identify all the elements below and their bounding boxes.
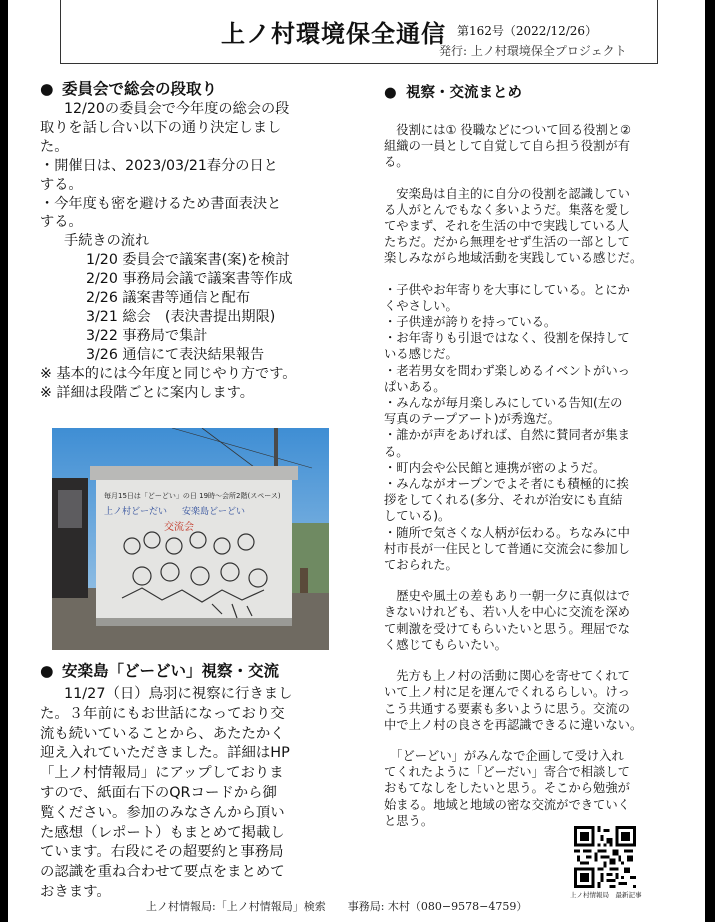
flow-title: 手続きの流れ [64,233,150,250]
issue-number: 第162号（2022/12/26） [457,24,598,38]
note: ※ 詳細は段階ごとに案内します。 [40,384,254,401]
summary-line: く感じてもらいたい。 [384,637,507,652]
flow-step: 2/26 議案書等通信と配布 [86,290,251,307]
summary-line: きないけれども、若い人を中心に交流を深め [384,605,630,620]
qr-code-icon[interactable] [574,826,636,888]
summary-line: 始まる。地域と地域の密な交流ができていく [384,797,630,812]
body-line: 12/20の委員会で今年度の総会の段 [64,101,290,117]
summary-line: る人がとんでもなく多いようだ。集落を愛し [384,202,630,217]
body-line: の認識を重ね合わせて要点をまとめて [40,864,285,881]
summary-line: ・子供達が誇りを持っている。 [384,315,557,330]
body-line: する。 [40,176,83,193]
summary-line: おもてなしをしたいと思う。そこから勉強が [384,781,630,796]
summary-line: てやまず、それを生活の中で実践している人 [384,219,629,234]
summary-line: 写真のテープアート)が秀逸だ。 [384,412,560,427]
summary-line: て刺激を受けてもらいたいと思う。理屈でな [384,621,630,636]
summary-line: たちだ。だから無理をせず生活の一部として [384,235,630,250]
section-summary [384,82,702,829]
summary-line: ・子供やお年寄りを大事にしている。とにか [384,282,630,297]
sign-text: 交流会 [164,522,194,533]
flow-step: 3/26 通信にて表決結果報告 [86,346,265,363]
summary-line: こう共通する要素も多いように思う。交流の [384,701,630,716]
summary-line: 安楽島は自主的に自分の役割を認識してい [384,186,630,201]
summary-line: ・町内会や公民館と連携が密のようだ。 [384,460,606,475]
body-line: 取りを話し合い以下の通り決定しまし [40,119,282,136]
summary-line: ぱいある。 [384,379,446,394]
summary-line: る。 [384,155,409,170]
summary-line: ・老若男女を問わず楽しめるイベントがいっ [384,363,630,378]
flow-step: 2/20 事務局会議で議案書等作成 [86,271,293,288]
footer: 上ノ村情報局:「上ノ村情報局」検索 事務局: 木村（080−9578−4759） [146,900,528,913]
body-line: た。 [40,138,69,155]
flow-step: 3/22 事務局で集計 [86,327,208,344]
body-line: ・開催日は、2023/03/21春分の日と [40,157,278,174]
section-visit-report [40,685,293,903]
body-line: する。 [40,214,83,231]
summary-line: 中で上ノ村の良さを再認識できるに違いない。 [384,717,643,732]
summary-line: ておられた。 [384,558,458,573]
summary-line: ・随所で気さくな人柄が伝わる。ちなみに中 [384,525,630,540]
summary-line: くやさしい。 [384,298,458,313]
body-line: すので、紙面右下のQRコードから御 [40,784,277,801]
summary-line: いる感じだ。 [384,347,458,362]
summary-line: 「どーどい」がみんなで企画して受け入れ [384,748,624,763]
summary-line: ・みんながオープンでよそ者にも積極的に挨 [384,477,629,492]
black-circle-icon: ● [40,80,54,98]
summary-line: 先方も上ノ村の活動に関心を寄せてくれて [384,669,630,684]
summary-line: てくれたように「どーだい」寄合で相談して [384,765,630,780]
flow-step: 3/21 総会 (表決書提出期限) [86,308,276,325]
section-heading: ● 委員会で総会の段取り [40,80,218,98]
black-circle-icon: ● [40,662,54,680]
summary-line: いて上ノ村に足を運んでくれるらしい。けっ [384,685,630,700]
summary-line: と思う。 [384,813,434,828]
body-line: 11/27（日）鳥羽に視察に行きまし [64,686,293,702]
body-line: おきます。 [40,883,111,900]
body-line: 迎え入れていただきました。詳細はHP [40,745,290,762]
body-line: ています。右段にその超要約と事務局 [40,844,284,861]
sign-text: 安楽島どーどい [182,507,246,517]
summary-line: 役割には① 役職などについて回る役割と② [384,123,632,137]
section-heading: ● 安楽島「どーどい」視察・交流 [40,662,280,680]
sign-top-text: 毎月15日は「どーどい」の日 19時〜会所2階(スペース) [104,492,281,500]
newsletter-title: 上ノ村環境保全通信 [221,19,446,48]
body-line: ・今年度も密を避けるため書面表決と [40,195,282,212]
body-line: た感想（レポート）もまとめて掲載し [40,824,285,841]
black-circle-icon: ● [384,85,397,101]
sign-text: 上ノ村どーだい [104,507,168,517]
summary-line: 組織の一員として自覚して自ら担う役割が有 [384,139,630,154]
summary-line: 村市長が一住民として普通に交流会に参加し [384,541,630,556]
tape-art-wall-photo [52,428,329,650]
body-line: 流も続いていることから、あたたかく [40,725,285,742]
section-heading: ● 視察・交流まとめ [384,82,702,104]
summary-line: 楽しみながら地域活動を実践している感じだ。 [384,251,643,266]
summary-line: 拶をしてくれる(多分、それが治安にも直結 [384,493,623,508]
body-line: 「上ノ村情報局」にアップしておりま [40,765,284,782]
newsletter-page [8,0,705,922]
section-committee [40,78,355,403]
publisher: 発行: 上ノ村環境保全プロジェクト [439,44,627,58]
body-line: た。３年前にもお世話になっており交 [40,705,285,722]
qr-caption: 上ノ村情報局 最新記事 [570,891,642,899]
masthead [60,0,658,64]
summary-line: ・みんなが毎月楽しみにしている告知(左の [384,396,623,411]
summary-line: ・お年寄りも引退ではなく、役割を保持して [384,331,630,346]
summary-line: る。 [384,444,409,459]
summary-line: している)。 [384,509,451,524]
summary-line: ・誰かが声をあげれば、自然に賛同者が集ま [384,428,630,443]
flow-step: 1/20 委員会で議案書(案)を検討 [86,252,290,269]
summary-line: 歴史や風土の差もあり一朝一夕に真似はで [384,589,630,604]
note: ※ 基本的には今年度と同じやり方です。 [40,365,297,382]
body-line: 覧ください。参加のみなさんから頂い [40,804,285,821]
